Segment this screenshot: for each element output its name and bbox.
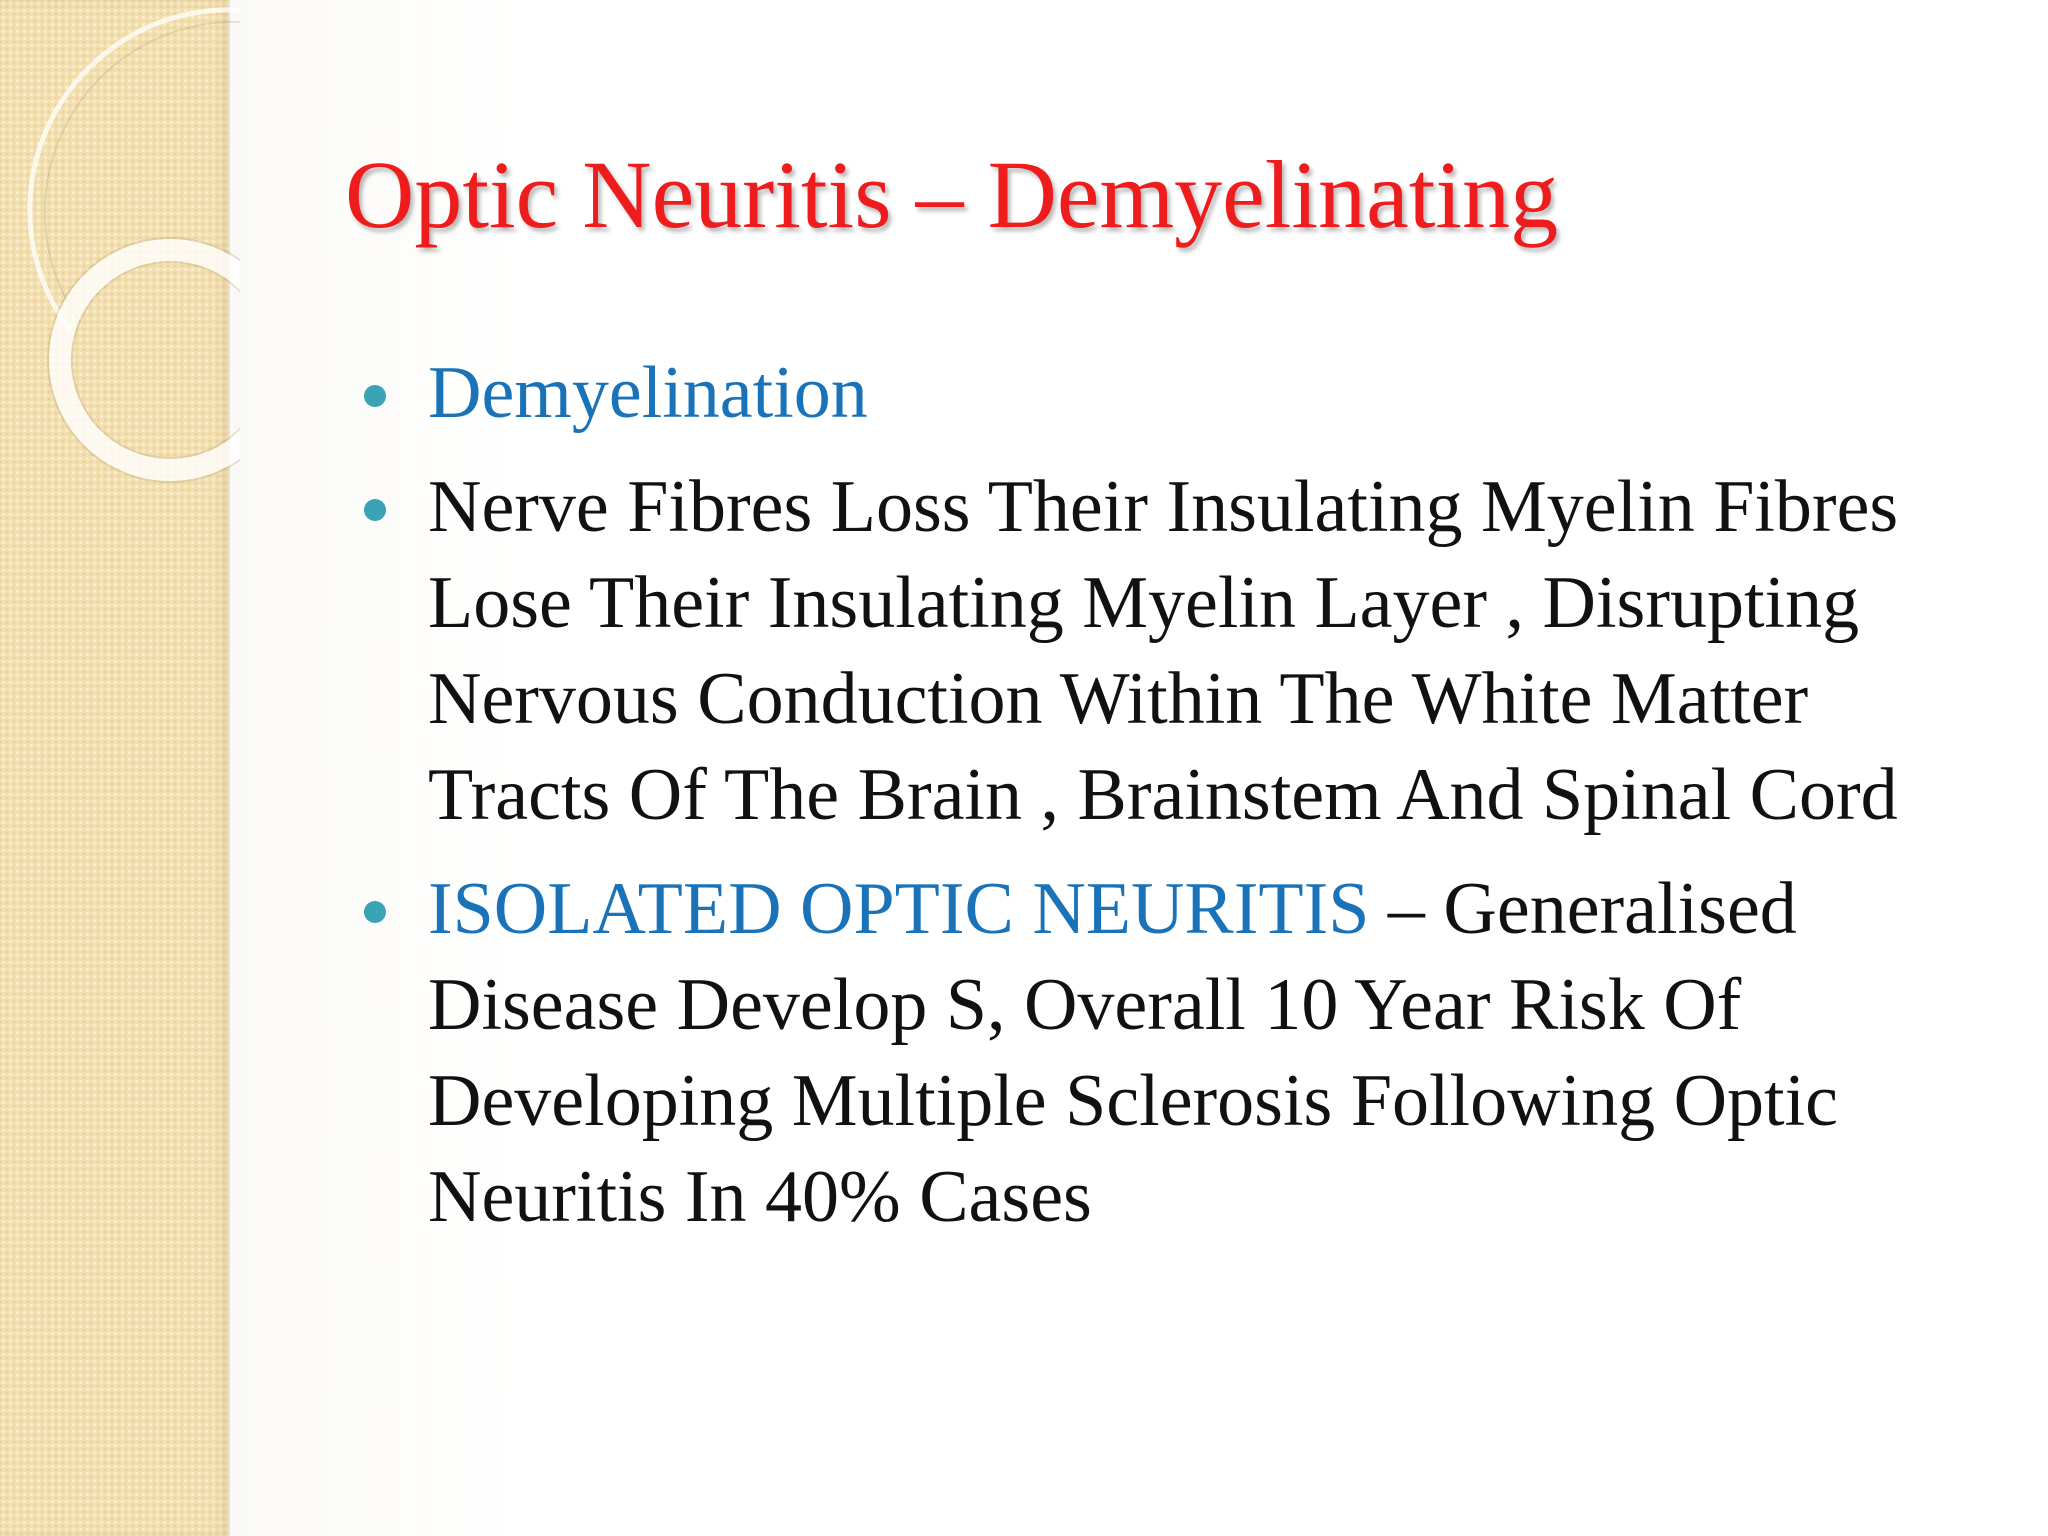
small-ring [60, 250, 240, 470]
bullet-item-nerve-fibres [360, 459, 2000, 843]
bullet-item-demyelination [360, 345, 2000, 441]
large-ring [30, 10, 240, 330]
slide-title: Optic Neuritis – Demyelinating [345, 141, 1559, 248]
bullet-highlight: ISOLATED OPTIC NEURITIS [428, 868, 1370, 950]
bullet-item-isolated-optic-neuritis [360, 861, 2000, 1245]
bullet-dot-icon [364, 385, 386, 407]
bullet-highlight: Demyelination [428, 352, 868, 434]
decorative-rings-graphic [0, 0, 240, 520]
bullet-text: Nerve Fibres Loss Their Insulating Myelin Fibres Lose Their Insulating Myelin Layer , Disrupting Nervous Conduction Within The White Matter Tracts Of The Brain , Brainstem And Spinal Cord [428, 466, 1899, 836]
bullet-text: – Generalised Disease Develop S, Overall 10 Year Risk Of Developing Multiple Sclerosis Following Optic Neuritis In 40% Cases [428, 868, 1839, 1238]
bullet-list [360, 345, 2000, 1263]
bullet-dot-icon [364, 901, 386, 923]
bullet-dot-icon [364, 499, 386, 521]
